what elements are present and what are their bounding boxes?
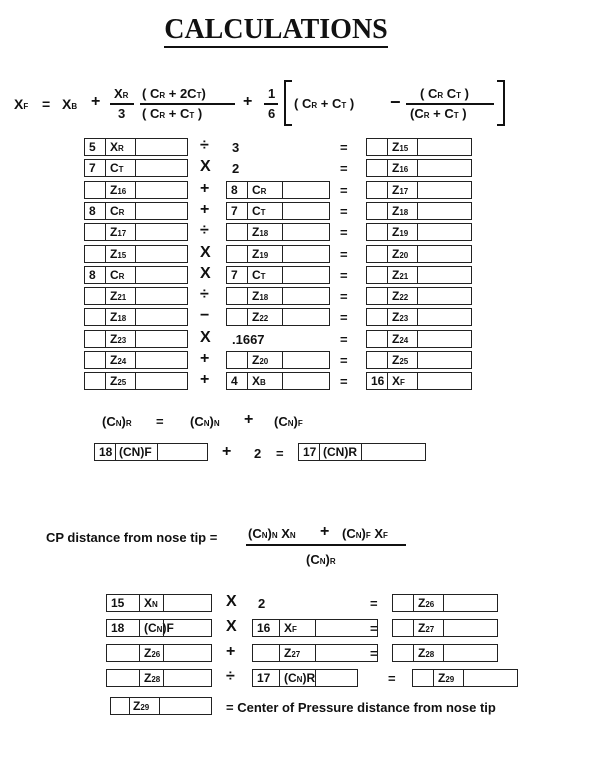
box-c xyxy=(392,619,498,637)
cp-num-term2: (CN)F XF xyxy=(342,526,388,541)
box-number: 8 xyxy=(89,203,96,218)
equals-sign: = xyxy=(340,225,348,241)
box-b xyxy=(252,669,358,687)
box-b xyxy=(252,619,378,637)
equals-sign: = xyxy=(340,289,348,305)
equals-sign: = xyxy=(340,353,348,368)
box-number: 4 xyxy=(231,374,238,389)
frac1-den: 3 xyxy=(118,106,126,121)
equals-sign: = xyxy=(340,267,348,283)
frac3-num: ( CR CT ) xyxy=(420,86,469,101)
box-a xyxy=(84,266,188,284)
box-c xyxy=(366,351,472,369)
cn-row-two: 2 xyxy=(254,446,262,461)
equals-sign: = xyxy=(340,331,348,347)
cn-row-plus: + xyxy=(222,443,232,460)
cn-row-box-a: 18 (CN)F xyxy=(94,443,208,461)
equals-sign: = xyxy=(340,140,348,155)
box-b xyxy=(252,644,378,662)
box-number: 7 xyxy=(231,267,238,282)
frac3-den: (CR + CT ) xyxy=(410,106,467,121)
box-number: 8 xyxy=(89,267,96,282)
frac2-num: 1 xyxy=(268,86,276,101)
box-a xyxy=(106,669,212,687)
box-a xyxy=(84,245,188,263)
box-a xyxy=(84,223,188,241)
box-number: 8 xyxy=(231,182,238,197)
final-box: Z29 xyxy=(110,697,212,715)
box-label: CR xyxy=(110,203,125,218)
box-label: CT xyxy=(110,161,124,176)
equals-sign: = xyxy=(370,621,378,636)
equals-sign: = xyxy=(370,596,378,611)
box-label: Z21 xyxy=(392,267,409,282)
box-c xyxy=(366,159,472,177)
cn-f-term: (CN)F xyxy=(274,414,303,429)
page-title: CALCULATIONS xyxy=(0,14,552,46)
frac1-line xyxy=(110,103,134,105)
operand-text: 2 xyxy=(258,596,266,611)
box-label: Z16 xyxy=(392,161,409,176)
box-a xyxy=(106,619,212,637)
box-label: Z19 xyxy=(252,246,269,261)
box-c xyxy=(392,594,498,612)
box-number: 15 xyxy=(111,596,125,610)
box-b xyxy=(226,308,330,326)
box-b xyxy=(226,181,330,199)
left-bracket xyxy=(284,80,292,126)
operator: ÷ xyxy=(200,286,209,304)
operator: − xyxy=(200,307,210,325)
frac3-line xyxy=(406,103,494,105)
box-label: Z24 xyxy=(110,353,127,367)
box-label: XF xyxy=(392,374,405,389)
box-label: Z16 xyxy=(110,182,127,197)
box-label: Z27 xyxy=(284,646,301,660)
cn-plus: + xyxy=(244,411,254,428)
frac-paren-num: ( CR + 2CT) xyxy=(142,86,206,101)
box-a xyxy=(84,330,188,348)
cn-row-box-c: 17 (CN)R xyxy=(298,443,426,461)
operator: + xyxy=(200,350,210,367)
box-b xyxy=(226,351,330,369)
cp-num-term1: (CN)N XN xyxy=(248,526,296,541)
box-label: Z15 xyxy=(392,140,409,154)
box-label: (CN)R xyxy=(284,671,316,685)
box-label: Z25 xyxy=(392,353,409,367)
equals-sign: = xyxy=(340,374,348,390)
formula-minus: − xyxy=(390,92,401,112)
box-c xyxy=(366,202,472,220)
box-label: Z15 xyxy=(110,246,127,261)
operator: + xyxy=(200,371,210,389)
box-a xyxy=(84,159,188,177)
box-a xyxy=(84,351,188,369)
box-c xyxy=(412,669,518,687)
operand-text: 2 xyxy=(232,161,240,177)
box-label: Z18 xyxy=(252,289,269,304)
box-c xyxy=(366,138,472,156)
box-label: CT xyxy=(252,203,266,218)
box-b xyxy=(226,287,330,305)
box-label: XB xyxy=(252,374,266,389)
box-label: Z28 xyxy=(144,671,161,685)
operator: X xyxy=(200,243,211,261)
box-label: Z23 xyxy=(110,331,127,346)
formula-xb: XB xyxy=(62,96,78,112)
box-number: 7 xyxy=(231,203,238,218)
box-a xyxy=(84,181,188,199)
box-label: Z28 xyxy=(418,646,435,660)
cp-fraction-line xyxy=(246,544,406,546)
formula-plus-2: + xyxy=(243,93,253,110)
equals-sign: = xyxy=(370,646,378,661)
box-label: Z21 xyxy=(110,289,127,304)
box-label: Z27 xyxy=(418,621,435,635)
box-label: Z18 xyxy=(252,225,269,240)
box-c xyxy=(366,287,472,305)
cn-eq: = xyxy=(156,414,164,429)
box-c xyxy=(366,330,472,348)
operator: ÷ xyxy=(200,222,209,240)
right-bracket xyxy=(497,80,505,126)
box-label: Z17 xyxy=(110,225,127,240)
box-a xyxy=(84,138,188,156)
operator: X xyxy=(226,618,237,635)
box-label: Z29 xyxy=(438,671,455,685)
box-number: 17 xyxy=(257,671,271,685)
cn-n-term: (CN)N xyxy=(190,414,220,429)
box-label: XR xyxy=(110,140,124,154)
box-c xyxy=(366,181,472,199)
box-a xyxy=(106,594,212,612)
bracket-term: ( CR + CT ) xyxy=(294,96,355,111)
box-c xyxy=(366,245,472,263)
operator: + xyxy=(200,200,210,218)
box-label: CR xyxy=(252,182,267,197)
box-b xyxy=(226,245,330,263)
box-c xyxy=(392,644,498,662)
box-label: Z17 xyxy=(392,182,409,197)
box-b xyxy=(226,202,330,220)
box-label: Z22 xyxy=(392,289,409,304)
box-label: XN xyxy=(144,596,158,610)
operator: + xyxy=(200,179,210,197)
cp-label: CP distance from nose tip = xyxy=(46,530,218,545)
box-a xyxy=(84,372,188,390)
box-a xyxy=(106,644,212,662)
box-c xyxy=(366,266,472,284)
box-label: Z18 xyxy=(392,203,409,218)
equals-sign: = xyxy=(340,182,348,198)
box-number: 7 xyxy=(89,161,96,176)
box-number: 18 xyxy=(111,621,125,635)
box-label: CR xyxy=(110,267,125,282)
formula-plus-1: + xyxy=(91,93,101,110)
formula-xf-lhs: XF xyxy=(14,96,29,112)
equals-sign: = xyxy=(388,671,396,686)
box-a xyxy=(84,308,188,326)
box-c xyxy=(366,372,472,390)
box-label: Z26 xyxy=(418,596,435,610)
cn-r-term: (CN)R xyxy=(102,414,132,429)
box-b xyxy=(226,266,330,284)
equals-sign: = xyxy=(340,203,348,219)
box-c xyxy=(366,223,472,241)
operator: ÷ xyxy=(226,668,235,685)
operator: + xyxy=(226,643,236,660)
box-label: XF xyxy=(284,621,297,635)
box-label: (CN)F xyxy=(144,621,174,635)
operand-text: 3 xyxy=(232,140,240,155)
box-number: 16 xyxy=(371,374,385,389)
box-label: Z22 xyxy=(252,310,269,325)
frac1-num: XR xyxy=(114,86,129,101)
frac-paren-den: ( CR + CT ) xyxy=(142,106,203,121)
formula-eq: = xyxy=(42,96,51,112)
box-label: Z19 xyxy=(392,225,409,240)
box-label: Z23 xyxy=(392,310,409,325)
operand-text: .1667 xyxy=(232,331,265,347)
final-description: = Center of Pressure distance from nose tip xyxy=(226,700,496,715)
equals-sign: = xyxy=(340,246,348,262)
operator: X xyxy=(200,158,211,176)
box-b xyxy=(226,223,330,241)
operator: X xyxy=(200,264,211,282)
cp-plus: + xyxy=(320,523,330,540)
box-label: CT xyxy=(252,267,266,282)
frac2-den: 6 xyxy=(268,106,276,121)
equals-sign: = xyxy=(340,161,348,177)
box-label: Z20 xyxy=(392,246,409,261)
box-label: Z26 xyxy=(144,646,161,660)
equals-sign: = xyxy=(340,310,348,326)
box-label: Z25 xyxy=(110,374,127,389)
operator: ÷ xyxy=(200,137,209,154)
box-number: 5 xyxy=(89,140,96,154)
frac-paren-line xyxy=(140,103,235,105)
box-number: 16 xyxy=(257,621,271,635)
frac2-line xyxy=(264,103,278,105)
cn-row-eq: = xyxy=(276,446,284,461)
operator: X xyxy=(226,593,237,610)
box-c xyxy=(366,308,472,326)
box-a xyxy=(84,202,188,220)
cp-den: (CN)R xyxy=(306,552,336,567)
box-label: Z24 xyxy=(392,331,409,346)
box-label: Z18 xyxy=(110,310,127,325)
operator: X xyxy=(200,328,211,346)
box-b xyxy=(226,372,330,390)
box-label: Z20 xyxy=(252,353,269,367)
box-a xyxy=(84,287,188,305)
